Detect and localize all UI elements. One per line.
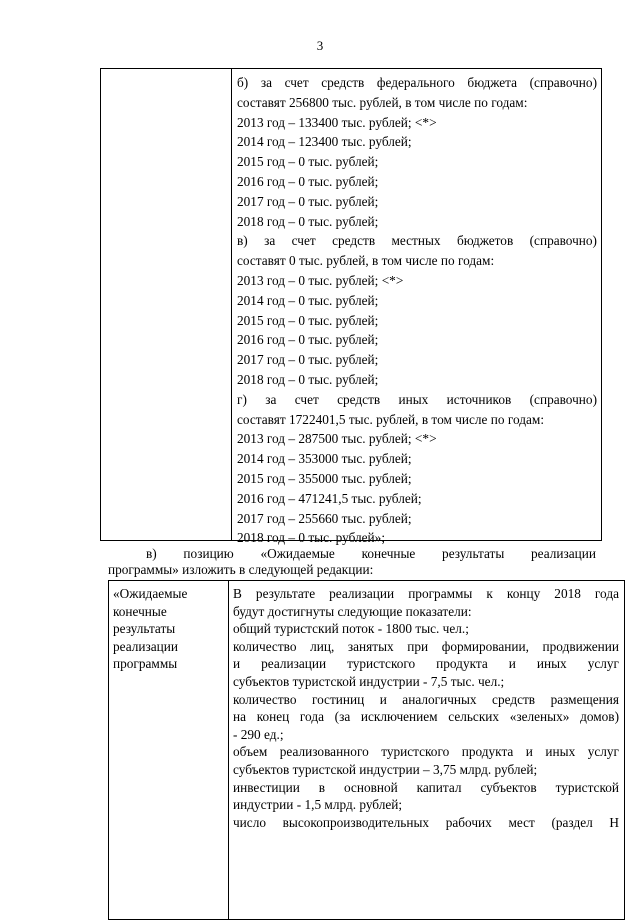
funding-table — [100, 68, 602, 546]
funding-line: б) за счет средств федерального бюджета (справочно) — [237, 75, 597, 90]
amendment-paragraph — [108, 546, 596, 578]
funding-line: г) за счет средств иных источников (справочно) — [237, 391, 597, 407]
results-heading-cell — [113, 585, 225, 673]
heading-line: реализации — [113, 638, 178, 654]
results-line: В результате реализации программы к концу 2018 года — [233, 586, 619, 601]
column-divider — [228, 581, 229, 919]
funding-line: 2018 год – 0 тыс. рублей»; — [237, 530, 386, 546]
funding-line: 2013 год – 133400 тыс. рублей; <*> — [237, 114, 437, 130]
results-line: объем реализованного туристского продукта и иных услуг — [233, 744, 619, 760]
funding-line: 2014 год – 353000 тыс. рублей; — [237, 451, 412, 467]
results-line: количество гостиниц и аналогичных средств размещения — [233, 691, 619, 707]
funding-line: 2015 год – 0 тыс. рублей; — [237, 154, 379, 170]
results-line: - 290 ед.; — [233, 726, 284, 742]
paragraph-line: в) позицию «Ожидаемые конечные результаты реализации — [146, 546, 596, 561]
results-line: количество лиц, занятых при формировании, продвижении — [233, 638, 619, 654]
funding-line: 2016 год – 471241,5 тыс. рублей; — [237, 490, 422, 506]
funding-line: 2018 год – 0 тыс. рублей; — [237, 213, 379, 229]
funding-line: 2017 год – 255660 тыс. рублей; — [237, 510, 412, 526]
funding-line: составят 0 тыс. рублей, в том числе по годам: — [237, 253, 495, 269]
heading-line: программы — [113, 656, 178, 672]
funding-line: 2017 год – 0 тыс. рублей; — [237, 352, 379, 368]
results-content-cell — [233, 585, 619, 831]
results-table — [108, 580, 625, 920]
heading-line: «Ожидаемые — [113, 586, 188, 601]
funding-line: 2014 год – 123400 тыс. рублей; — [237, 134, 412, 150]
funding-line: составят 256800 тыс. рублей, в том числе по годам: — [237, 94, 528, 110]
funding-line: в) за счет средств местных бюджетов (справочно) — [237, 233, 597, 249]
funding-line: 2014 год – 0 тыс. рублей; — [237, 292, 379, 308]
funding-cell — [237, 73, 597, 548]
results-line: будут достигнуты следующие показатели: — [233, 603, 472, 619]
funding-line: 2016 год – 0 тыс. рублей; — [237, 332, 379, 348]
funding-line: составят 1722401,5 тыс. рублей, в том числе по годам: — [237, 411, 545, 427]
results-line: на конец года (за исключением сельских «зеленых» домов) — [233, 709, 619, 725]
results-line: субъектов туристской индустрии – 3,75 млрд. рублей; — [233, 761, 538, 777]
funding-line: 2016 год – 0 тыс. рублей; — [237, 173, 379, 189]
results-line: число высокопроизводительных рабочих мест (раздел Н — [233, 814, 619, 830]
heading-line: конечные — [113, 603, 167, 619]
funding-line: 2015 год – 355000 тыс. рублей; — [237, 470, 412, 486]
results-line: общий туристский поток - 1800 тыс. чел.; — [233, 621, 469, 637]
results-line: и реализации туристского продукта и иных услуг — [233, 656, 619, 672]
results-line: индустрии - 1,5 млрд. рублей; — [233, 797, 403, 813]
results-line: инвестиции в основной капитал субъектов туристской — [233, 779, 619, 795]
results-line: субъектов туристской индустрии - 7,5 тыс. чел.; — [233, 673, 505, 689]
heading-line: результаты — [113, 621, 176, 637]
funding-line: 2018 год – 0 тыс. рублей; — [237, 371, 379, 387]
column-divider — [231, 69, 232, 540]
funding-line: 2013 год – 287500 тыс. рублей; <*> — [237, 431, 437, 447]
page-number: 3 — [316, 38, 324, 53]
funding-line: 2013 год – 0 тыс. рублей; <*> — [237, 272, 404, 288]
funding-line: 2017 год – 0 тыс. рублей; — [237, 193, 379, 209]
paragraph-line: программы» изложить в следующей редакции: — [108, 562, 374, 577]
funding-line: 2015 год – 0 тыс. рублей; — [237, 312, 379, 328]
